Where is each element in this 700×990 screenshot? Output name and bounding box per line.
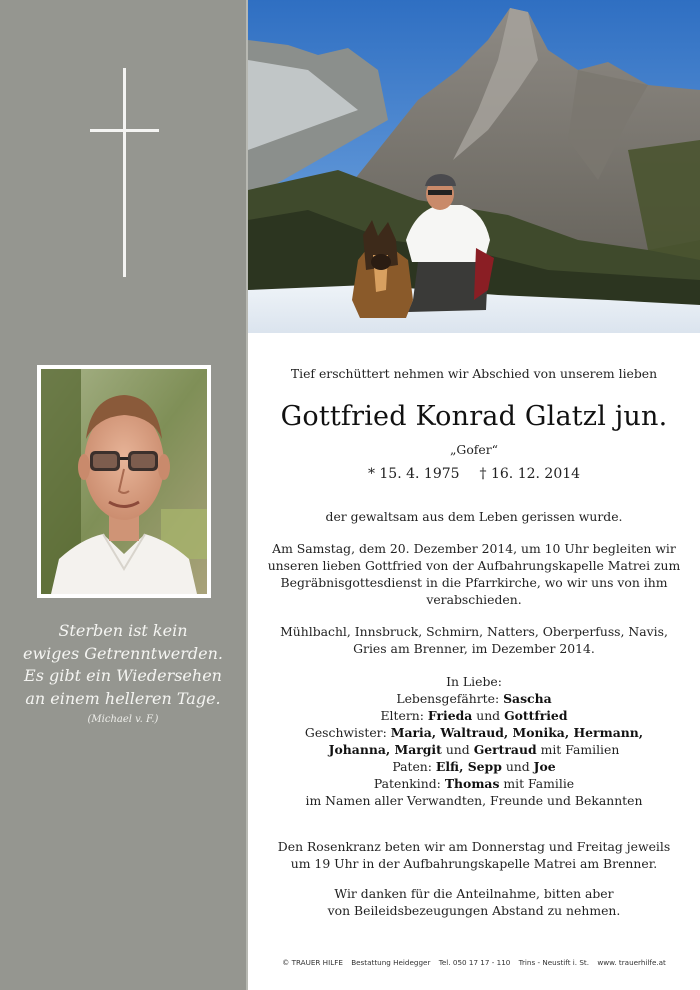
obituary-text	[248, 333, 700, 990]
death-date: † 16. 12. 2014	[479, 466, 581, 482]
intro-text: Tief erschüttert nehmen wir Abschied von unserem lieben	[290, 366, 658, 381]
portrait-illustration	[41, 369, 207, 594]
mourners-heading: In Liebe:	[446, 674, 502, 689]
ceremony-line: Am Samstag, dem 20. Dezember 2014, um 10 Uhr begleiten wir	[272, 541, 676, 556]
quote-line: Es gibt ein Wiedersehen	[24, 666, 222, 685]
rosary-line: Den Rosenkranz beten wir am Donnerstag und Freitag jeweils	[277, 839, 671, 854]
suffix: mit Familie	[503, 776, 575, 791]
sidebar	[0, 0, 246, 990]
places-text	[264, 623, 684, 657]
quote-line: ewiges Getrenntwerden.	[22, 643, 224, 663]
quote-line: an einem helleren Tage.	[25, 688, 221, 708]
deceased-name: Gottfried Konrad Glatzl jun.	[280, 401, 668, 432]
cause-text: der gewaltsam aus dem Leben gerissen wurde.	[325, 509, 623, 524]
mourner-parents	[258, 707, 690, 724]
label: Paten:	[392, 759, 432, 774]
name: Maria, Waltraud, Monika, Hermann,	[390, 725, 644, 740]
conjunction: und	[505, 759, 530, 774]
portrait-photo	[37, 365, 211, 598]
footer-phone: Tel. 050 17 17 - 110	[438, 958, 511, 967]
label: Patenkind:	[373, 776, 441, 791]
conjunction: und	[476, 708, 501, 723]
cross-icon	[123, 68, 126, 277]
mourner-partner	[258, 690, 690, 707]
label: Geschwister:	[304, 725, 387, 740]
footer-company: Bestattung Heidegger	[351, 958, 431, 967]
footer	[248, 958, 700, 967]
name: Gertraud	[473, 742, 537, 757]
nickname: „Gofer“	[450, 442, 498, 457]
cross-icon-bar	[90, 129, 159, 132]
rosary-line: um 19 Uhr in der Aufbahrungskapelle Matrei am Brenner.	[290, 856, 658, 871]
mourner-godchild	[258, 775, 690, 792]
thanks-text	[264, 885, 684, 919]
mourner-siblings-cont	[258, 741, 690, 758]
ceremony-line: unseren lieben Gottfried von der Aufbahrungskapelle Matrei zum	[267, 558, 681, 573]
label: Lebensgefährte:	[396, 691, 500, 706]
mourner-siblings	[258, 724, 690, 741]
name: Johanna, Margit	[328, 742, 442, 757]
quote	[0, 620, 246, 725]
mourners-list	[258, 673, 690, 809]
ceremony-text	[264, 540, 684, 608]
name: Elfi, Sepp	[435, 759, 502, 774]
ceremony-line: Begräbnisgottesdienst in die Pfarrkirche, wo wir uns von ihm	[280, 575, 668, 590]
mountain-illustration	[248, 0, 700, 333]
name: Thomas	[444, 776, 500, 791]
label: Eltern:	[380, 708, 424, 723]
footer-website-link[interactable]: www. trauerhilfe.at	[597, 958, 666, 967]
birth-date: * 15. 4. 1975	[367, 466, 460, 482]
footer-brand: © TRAUER HILFE	[282, 958, 343, 967]
conjunction: und	[445, 742, 470, 757]
footer-address: Trins - Neustift i. St.	[518, 958, 590, 967]
name: Joe	[533, 759, 556, 774]
life-dates	[248, 464, 700, 484]
quote-line: Sterben ist kein	[58, 621, 188, 640]
places-line: Mühlbachl, Innsbruck, Schmirn, Natters, Oberperfuss, Navis,	[280, 624, 668, 639]
ceremony-line: verabschieden.	[426, 592, 522, 607]
thanks-line: Wir danken für die Anteilnahme, bitten aber	[334, 886, 614, 901]
mountain-photo	[248, 0, 700, 333]
quote-author: (Michael v. F.)	[87, 714, 159, 725]
thanks-line: von Beileidsbezeugungen Abstand zu nehmen.	[327, 903, 621, 918]
places-line: Gries am Brenner, im Dezember 2014.	[353, 641, 595, 656]
mourners-closing: im Namen aller Verwandten, Freunde und Bekannten	[305, 793, 643, 808]
name: Sascha	[503, 691, 552, 706]
mourner-godparents	[258, 758, 690, 775]
name: Gottfried	[504, 708, 568, 723]
rosary-text	[264, 838, 684, 872]
name: Frieda	[427, 708, 473, 723]
suffix: mit Familien	[540, 742, 620, 757]
